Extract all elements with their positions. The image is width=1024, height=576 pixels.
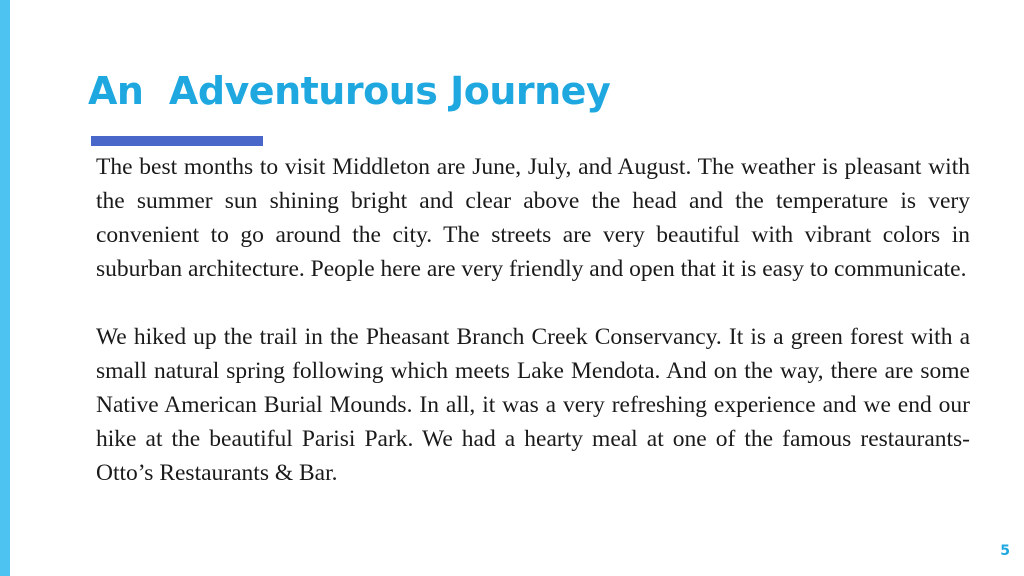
body-text [96,150,970,490]
paragraph-2: We hiked up the trail in the Pheasant Branch Creek Conservancy. It is a green forest with a small natural spring following which meets Lake Mendota. And on the way, there are some Native American Burial Mounds. In all, it was a very refreshing experience and we end our hike at the beautiful Parisi Park. We had a hearty meal at one of the famous restaurants- Otto’s Restaurants & Bar. [96,324,970,486]
slide-title: An Adventurous Journey [88,69,611,113]
left-accent-bar [0,0,10,576]
paragraph-1: The best months to visit Middleton are June, July, and August. The weather is pleasant with the summer sun shining bright and clear above the head and the temperature is very convenient to go around the city. The streets are very beautiful with vibrant colors in suburban architecture. People here are very friendly and open that it is easy to communicate. [96,154,970,282]
title-underline [91,136,263,146]
page-number: 5 [1000,543,1010,559]
